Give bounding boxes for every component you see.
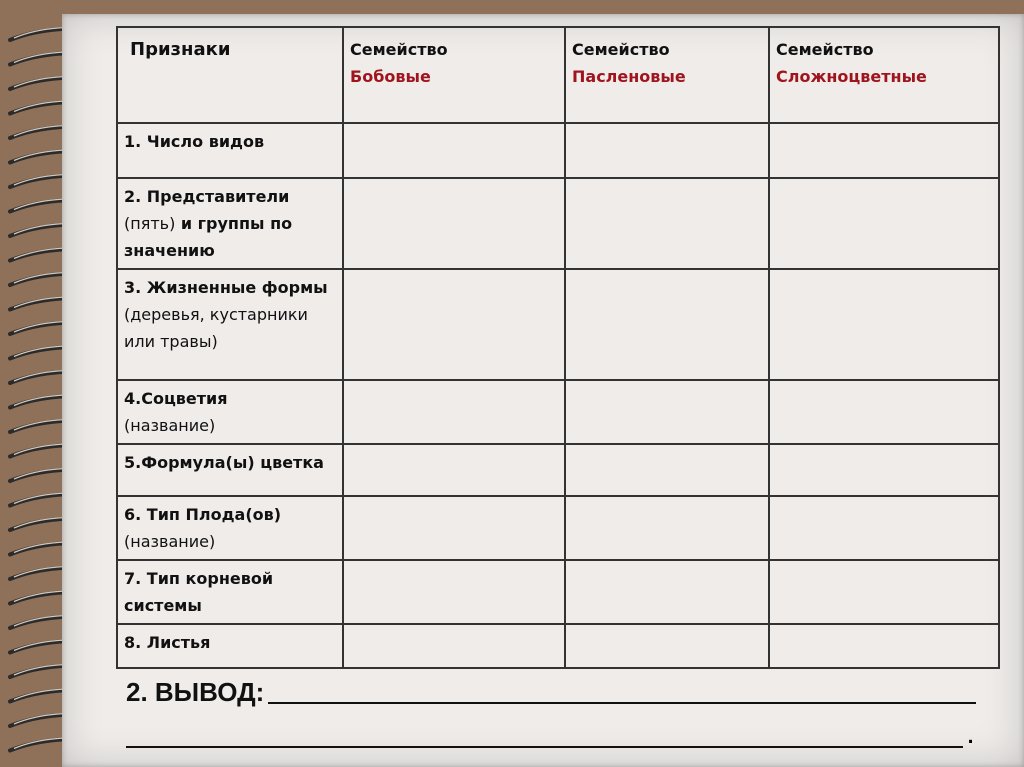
table-cell[interactable]: [565, 560, 769, 624]
conclusion-blank-line[interactable]: [268, 672, 976, 704]
table-cell[interactable]: [565, 624, 769, 668]
table-cell[interactable]: [343, 380, 565, 444]
header-family-2: [565, 27, 769, 123]
table-cell[interactable]: [565, 496, 769, 560]
table-row: [117, 624, 999, 668]
header-family-3-name: Сложноцветные: [776, 67, 927, 86]
row-label: [117, 560, 343, 624]
header-family-2-title: Семейство: [572, 40, 670, 59]
table-cell[interactable]: [565, 123, 769, 178]
row-label-text-cont: и группы по значению: [124, 214, 293, 260]
row-label-note: (пять): [124, 214, 176, 233]
row-label: [117, 123, 343, 178]
table-cell[interactable]: [343, 269, 565, 380]
table-row: [117, 269, 999, 380]
table-row: [117, 178, 999, 269]
row-label-text: 5.Формула(ы) цветка: [124, 453, 324, 472]
conclusion-blank-line[interactable]: [126, 716, 963, 748]
table-cell[interactable]: [769, 178, 999, 269]
table-cell[interactable]: [565, 444, 769, 496]
row-label-text: 2. Представители: [124, 187, 290, 206]
row-label: [117, 380, 343, 444]
header-features: [117, 27, 343, 123]
row-label-text: 1. Число видов: [124, 132, 265, 151]
table-cell[interactable]: [769, 560, 999, 624]
table-row: [117, 496, 999, 560]
row-label: [117, 269, 343, 380]
row-label-note: (название): [124, 416, 216, 435]
table-cell[interactable]: [343, 178, 565, 269]
header-family-3-title: Семейство: [776, 40, 874, 59]
row-label: [117, 178, 343, 269]
conclusion-block: [126, 672, 976, 748]
row-label-note: (название): [124, 532, 216, 551]
table-row: [117, 380, 999, 444]
header-features-label: Признаки: [130, 39, 231, 60]
table-cell[interactable]: [565, 178, 769, 269]
row-label: [117, 444, 343, 496]
header-family-1: [343, 27, 565, 123]
row-label-text: 3. Жизненные формы: [124, 278, 328, 297]
table-cell[interactable]: [769, 496, 999, 560]
table-cell[interactable]: [343, 444, 565, 496]
table-cell[interactable]: [343, 123, 565, 178]
row-label: [117, 624, 343, 668]
table-cell[interactable]: [565, 380, 769, 444]
header-family-3: [769, 27, 999, 123]
table-cell[interactable]: [343, 560, 565, 624]
table-cell[interactable]: [343, 496, 565, 560]
table-cell[interactable]: [565, 269, 769, 380]
conclusion-end-mark: .: [965, 727, 976, 748]
table-row: [117, 123, 999, 178]
row-label-text: 6. Тип Плода(ов): [124, 505, 282, 524]
row-label-text: 8. Листья: [124, 633, 211, 652]
row-label-note: (деревья, кустарники или травы): [124, 305, 308, 351]
row-label-text: 4.Соцветия: [124, 389, 228, 408]
table-cell[interactable]: [769, 123, 999, 178]
header-family-1-name: Бобовые: [350, 67, 431, 86]
header-family-2-name: Пасленовые: [572, 67, 686, 86]
row-label-text: 7. Тип корневой системы: [124, 569, 274, 615]
comparison-table: [116, 26, 1000, 669]
header-family-1-title: Семейство: [350, 40, 448, 59]
row-label: [117, 496, 343, 560]
table-header-row: [117, 27, 999, 123]
table-cell[interactable]: [769, 380, 999, 444]
table-cell[interactable]: [769, 444, 999, 496]
conclusion-label: 2. ВЫВОД:: [126, 677, 265, 707]
table-row: [117, 444, 999, 496]
table-cell[interactable]: [769, 624, 999, 668]
table-row: [117, 560, 999, 624]
conclusion-line-2: [126, 708, 976, 748]
table-cell[interactable]: [769, 269, 999, 380]
conclusion-line-1: [126, 672, 976, 708]
table-cell[interactable]: [343, 624, 565, 668]
